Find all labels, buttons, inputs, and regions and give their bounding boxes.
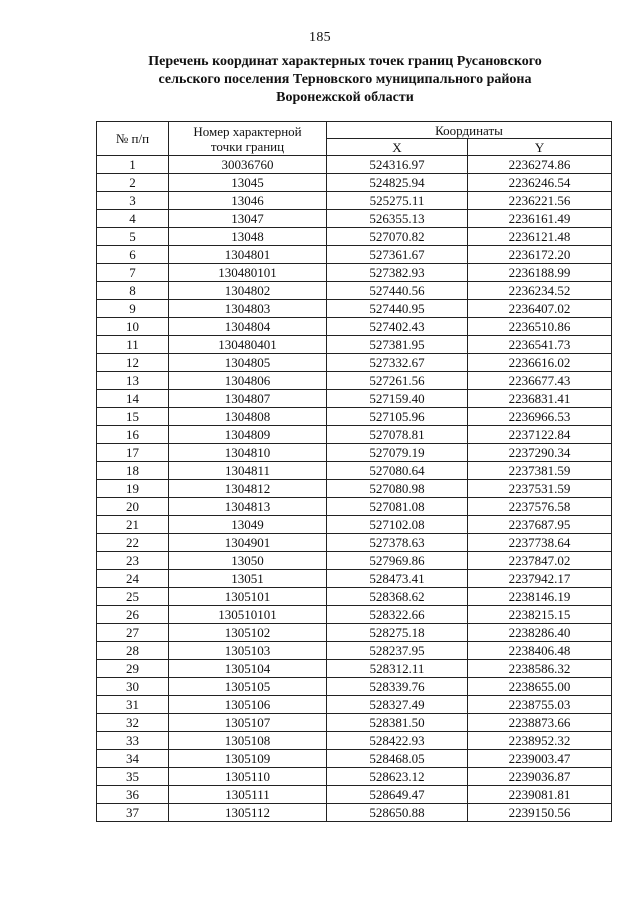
table-row [97,390,612,408]
cell-num: 14 [97,390,169,408]
title-line-3: Воронежской области [276,90,414,105]
table-row [97,282,612,300]
title-line-2: сельского поселения Терновского муниципального района [158,72,532,87]
cell-x: 528339.76 [327,678,468,696]
cell-y: 2236407.02 [468,300,612,318]
cell-x: 527080.64 [327,462,468,480]
cell-num: 16 [97,426,169,444]
table-row [97,768,612,786]
cell-x: 528381.50 [327,714,468,732]
cell-y: 2236161.49 [468,210,612,228]
table-row [97,714,612,732]
cell-point: 130480401 [169,336,327,354]
cell-y: 2236246.54 [468,174,612,192]
cell-point: 1304807 [169,390,327,408]
table-row [97,408,612,426]
cell-x: 528275.18 [327,624,468,642]
table-row [97,732,612,750]
header-point-line-1: Номер характерной [193,123,302,139]
cell-y: 2237687.95 [468,516,612,534]
cell-y: 2236510.86 [468,318,612,336]
table-row [97,588,612,606]
header-point [169,122,327,156]
cell-point: 1304804 [169,318,327,336]
cell-num: 2 [97,174,169,192]
cell-num: 35 [97,768,169,786]
table-row [97,264,612,282]
table-row [97,696,612,714]
cell-x: 527969.86 [327,552,468,570]
cell-y: 2237122.84 [468,426,612,444]
cell-num: 20 [97,498,169,516]
table-row [97,426,612,444]
header-y: Y [468,139,612,156]
cell-num: 23 [97,552,169,570]
cell-point: 1304811 [169,462,327,480]
cell-y: 2238406.48 [468,642,612,660]
cell-num: 7 [97,264,169,282]
cell-x: 528312.11 [327,660,468,678]
cell-y: 2237738.64 [468,534,612,552]
table-header [97,122,612,156]
cell-point: 1304812 [169,480,327,498]
cell-y: 2238755.03 [468,696,612,714]
cell-x: 524825.94 [327,174,468,192]
cell-point: 1305106 [169,696,327,714]
table-row [97,192,612,210]
cell-x: 525275.11 [327,192,468,210]
title-line-1: Перечень координат характерных точек границ Русановского [148,54,542,69]
cell-y: 2238952.32 [468,732,612,750]
cell-point: 1305104 [169,660,327,678]
cell-x: 528322.66 [327,606,468,624]
table-row [97,228,612,246]
cell-x: 528468.05 [327,750,468,768]
cell-point: 1304803 [169,300,327,318]
cell-y: 2239081.81 [468,786,612,804]
cell-point: 1304810 [169,444,327,462]
cell-y: 2236121.48 [468,228,612,246]
cell-num: 37 [97,804,169,822]
cell-x: 527378.63 [327,534,468,552]
cell-point: 1305103 [169,642,327,660]
cell-y: 2239036.87 [468,768,612,786]
cell-point: 130480101 [169,264,327,282]
document-title [60,53,630,107]
cell-x: 527159.40 [327,390,468,408]
cell-num: 3 [97,192,169,210]
cell-point: 1304802 [169,282,327,300]
cell-point: 1305111 [169,786,327,804]
table-row [97,354,612,372]
header-point-line-2: точки границ [210,138,285,154]
table-row [97,624,612,642]
cell-point: 1304901 [169,534,327,552]
table-row [97,462,612,480]
cell-x: 528327.49 [327,696,468,714]
cell-num: 5 [97,228,169,246]
cell-point: 1305109 [169,750,327,768]
cell-y: 2238655.00 [468,678,612,696]
cell-x: 527080.98 [327,480,468,498]
cell-y: 2238873.66 [468,714,612,732]
header-num: № п/п [97,122,169,156]
table-row [97,660,612,678]
cell-num: 4 [97,210,169,228]
cell-num: 11 [97,336,169,354]
cell-point: 1305108 [169,732,327,750]
cell-point: 13049 [169,516,327,534]
cell-y: 2236616.02 [468,354,612,372]
table-row [97,678,612,696]
cell-num: 19 [97,480,169,498]
cell-y: 2236831.41 [468,390,612,408]
cell-x: 528650.88 [327,804,468,822]
cell-num: 1 [97,156,169,174]
table-row [97,534,612,552]
table-row [97,318,612,336]
cell-y: 2238215.15 [468,606,612,624]
cell-y: 2239003.47 [468,750,612,768]
cell-x: 524316.97 [327,156,468,174]
cell-point: 13050 [169,552,327,570]
cell-y: 2238146.19 [468,588,612,606]
cell-x: 527402.43 [327,318,468,336]
cell-point: 1304806 [169,372,327,390]
table-row [97,498,612,516]
cell-x: 527440.95 [327,300,468,318]
cell-num: 9 [97,300,169,318]
cell-x: 527361.67 [327,246,468,264]
cell-num: 24 [97,570,169,588]
cell-y: 2237381.59 [468,462,612,480]
cell-num: 17 [97,444,169,462]
cell-y: 2237290.34 [468,444,612,462]
cell-point: 1304801 [169,246,327,264]
cell-point: 130510101 [169,606,327,624]
cell-num: 25 [97,588,169,606]
cell-y: 2236677.43 [468,372,612,390]
cell-y: 2237531.59 [468,480,612,498]
table-row [97,570,612,588]
table-row [97,336,612,354]
cell-x: 527261.56 [327,372,468,390]
cell-point: 1305112 [169,804,327,822]
table-row [97,642,612,660]
cell-num: 10 [97,318,169,336]
table-row [97,606,612,624]
cell-point: 1305110 [169,768,327,786]
header-coords: Координаты [327,122,612,139]
table-body [97,156,612,822]
header-row [97,122,612,139]
table-row [97,174,612,192]
cell-num: 30 [97,678,169,696]
cell-point: 13048 [169,228,327,246]
cell-y: 2239150.56 [468,804,612,822]
cell-x: 528368.62 [327,588,468,606]
cell-y: 2236221.56 [468,192,612,210]
table-row [97,516,612,534]
cell-x: 527381.95 [327,336,468,354]
cell-num: 15 [97,408,169,426]
table-row [97,156,612,174]
cell-x: 527070.82 [327,228,468,246]
cell-num: 13 [97,372,169,390]
table-row [97,804,612,822]
cell-point: 13047 [169,210,327,228]
cell-y: 2236966.53 [468,408,612,426]
cell-num: 21 [97,516,169,534]
cell-point: 1304813 [169,498,327,516]
cell-num: 36 [97,786,169,804]
cell-x: 527440.56 [327,282,468,300]
cell-x: 526355.13 [327,210,468,228]
cell-num: 18 [97,462,169,480]
table-row [97,552,612,570]
cell-x: 527078.81 [327,426,468,444]
cell-x: 528422.93 [327,732,468,750]
cell-x: 528237.95 [327,642,468,660]
cell-num: 29 [97,660,169,678]
header-x: X [327,139,468,156]
cell-point: 1304809 [169,426,327,444]
cell-x: 527105.96 [327,408,468,426]
cell-x: 527332.67 [327,354,468,372]
cell-y: 2236188.99 [468,264,612,282]
cell-num: 27 [97,624,169,642]
cell-x: 528473.41 [327,570,468,588]
cell-x: 527382.93 [327,264,468,282]
cell-y: 2236172.20 [468,246,612,264]
cell-num: 12 [97,354,169,372]
cell-num: 34 [97,750,169,768]
page-number: 185 [309,30,331,45]
cell-num: 22 [97,534,169,552]
cell-x: 527079.19 [327,444,468,462]
cell-y: 2236274.86 [468,156,612,174]
cell-x: 527081.08 [327,498,468,516]
cell-point: 1305107 [169,714,327,732]
table-row [97,444,612,462]
table-row [97,246,612,264]
cell-num: 28 [97,642,169,660]
cell-y: 2236541.73 [468,336,612,354]
cell-x: 528623.12 [327,768,468,786]
cell-x: 528649.47 [327,786,468,804]
cell-point: 1304805 [169,354,327,372]
table-row [97,300,612,318]
coordinates-table [96,121,612,822]
cell-y: 2237942.17 [468,570,612,588]
cell-y: 2236234.52 [468,282,612,300]
cell-num: 31 [97,696,169,714]
cell-num: 32 [97,714,169,732]
table-row [97,210,612,228]
cell-x: 527102.08 [327,516,468,534]
table-row [97,480,612,498]
table-row [97,786,612,804]
cell-point: 13046 [169,192,327,210]
table-row [97,750,612,768]
cell-num: 8 [97,282,169,300]
cell-point: 1304808 [169,408,327,426]
cell-point: 1305105 [169,678,327,696]
cell-point: 13045 [169,174,327,192]
cell-y: 2237576.58 [468,498,612,516]
cell-point: 1305101 [169,588,327,606]
cell-num: 33 [97,732,169,750]
cell-point: 1305102 [169,624,327,642]
cell-num: 6 [97,246,169,264]
cell-y: 2237847.02 [468,552,612,570]
cell-num: 26 [97,606,169,624]
cell-y: 2238586.32 [468,660,612,678]
table-row [97,372,612,390]
cell-point: 30036760 [169,156,327,174]
cell-y: 2238286.40 [468,624,612,642]
cell-point: 13051 [169,570,327,588]
